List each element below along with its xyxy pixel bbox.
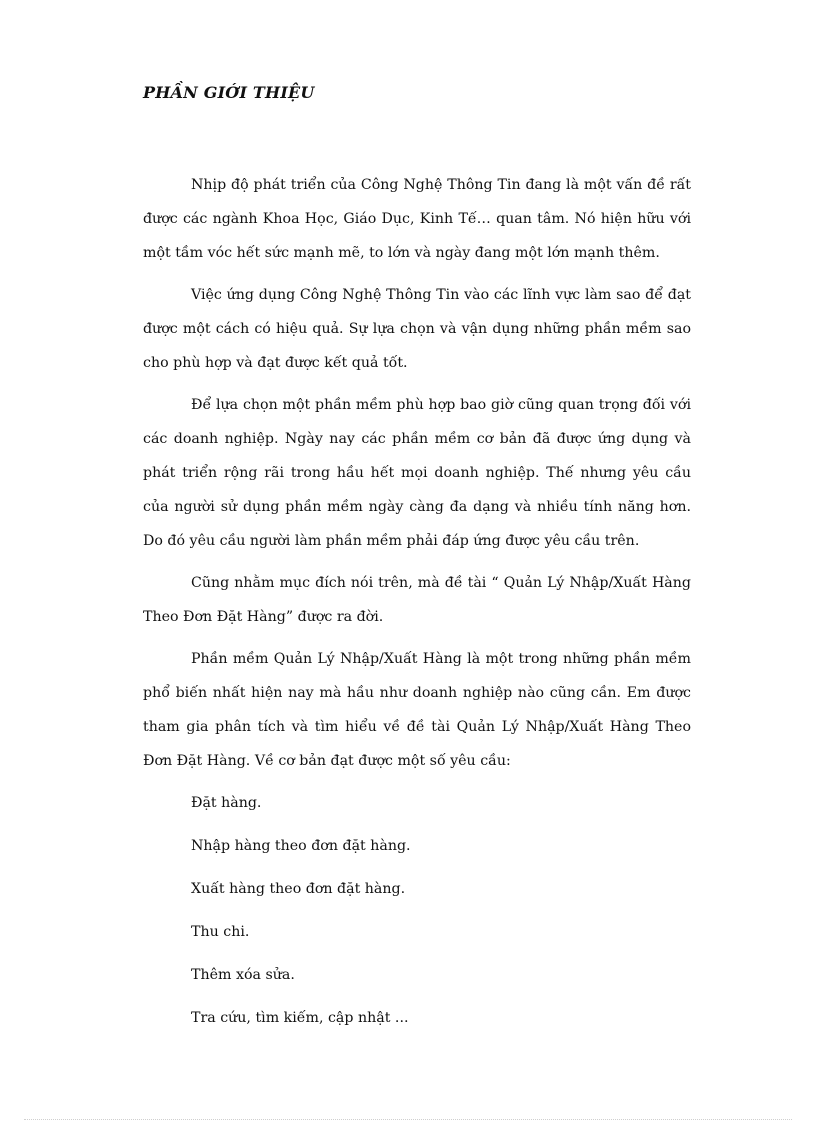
- page-title: PHẦN GIỚI THIỆU: [143, 83, 315, 102]
- paragraph-selection: Để lựa chọn một phần mềm phù hợp bao giờ cũng quan trọng đối với các doanh nghiệp. Ngày nay các phần mềm cơ bản đã được ứng dụng và phát triển rộng rãi trong hầu hết mọi doanh nghiệp. Thế nhưng yêu cầu của người sử dụng phần mềm ngày càng đa dạng và nhiều tính năng hơn. Do đó yêu cầu người làm phần mềm phải đáp ứng được yêu cầu trên.: [143, 397, 691, 549]
- document-body: [143, 168, 691, 1044]
- list-item: Thu chi.: [191, 924, 250, 940]
- paragraph-software-description: Phần mềm Quản Lý Nhập/Xuất Hàng là một trong những phần mềm phổ biến nhất hiện nay mà hầu như doanh nghiệp nào cũng cần. Em được tham gia phân tích và tìm hiểu về đề tài Quản Lý Nhập/Xuất Hàng Theo Đơn Đặt Hàng. Về cơ bản đạt được một số yêu cầu:: [143, 651, 691, 769]
- list-item: Tra cứu, tìm kiếm, cập nhật ...: [191, 1010, 409, 1026]
- requirements-list: [143, 786, 691, 1035]
- paragraph-application: Việc ứng dụng Công Nghệ Thông Tin vào các lĩnh vực làm sao để đạt được một cách có hiệu quả. Sự lựa chọn và vận dụng những phần mềm sao cho phù hợp và đạt được kết quả tốt.: [143, 287, 691, 371]
- list-item: Đặt hàng.: [191, 795, 262, 811]
- paragraph-intro: Nhịp độ phát triển của Công Nghệ Thông Tin đang là một vấn đề rất được các ngành Khoa Học, Giáo Dục, Kinh Tế… quan tâm. Nó hiện hữu với một tầm vóc hết sức mạnh mẽ, to lớn và ngày đang một lớn mạnh thêm.: [143, 177, 691, 261]
- list-item: Nhập hàng theo đơn đặt hàng.: [191, 838, 411, 854]
- page-divider: [24, 1119, 792, 1120]
- list-item: Xuất hàng theo đơn đặt hàng.: [191, 881, 406, 897]
- paragraph-purpose: Cũng nhằm mục đích nói trên, mà đề tài “ Quản Lý Nhập/Xuất Hàng Theo Đơn Đặt Hàng” được ra đời.: [143, 575, 691, 625]
- list-item: Thêm xóa sửa.: [191, 967, 295, 983]
